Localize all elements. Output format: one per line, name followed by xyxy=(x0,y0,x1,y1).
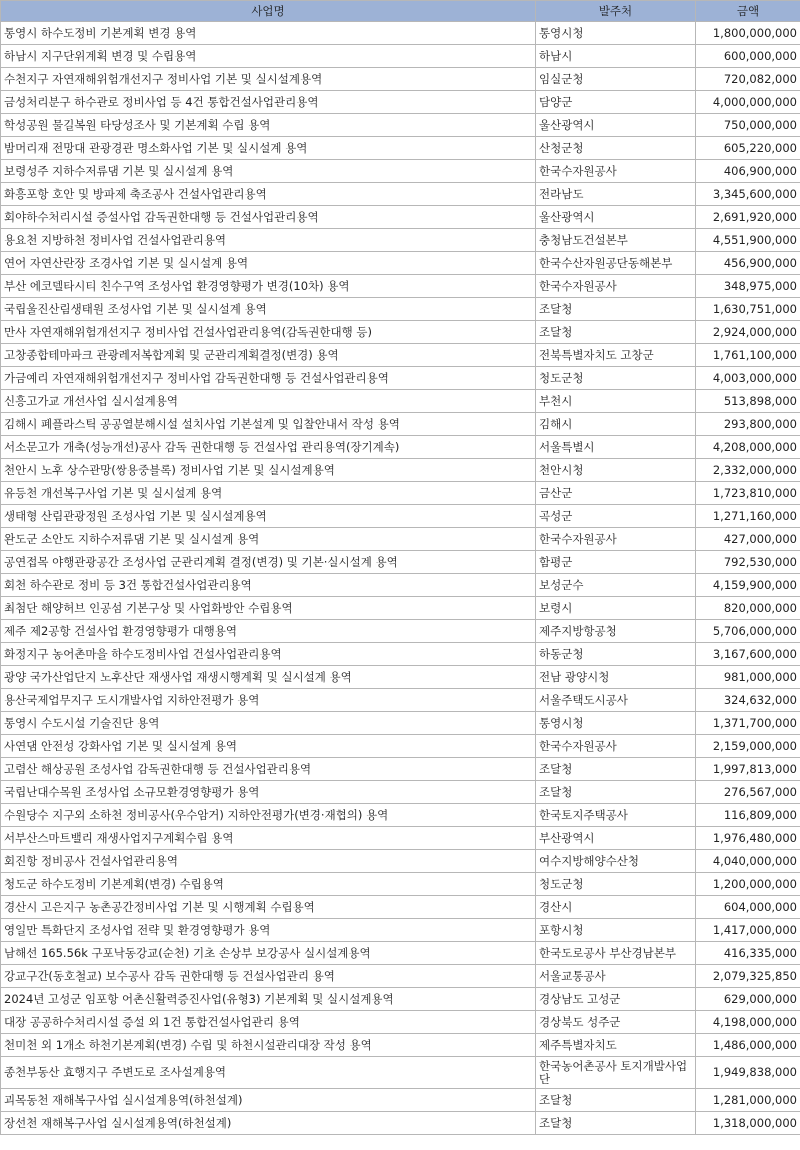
amount-cell: 820,000,000 xyxy=(696,597,800,620)
project-name-cell: 청도군 하수도정비 기본계획(변경) 수립용역 xyxy=(1,873,536,896)
client-cell: 하남시 xyxy=(536,45,696,68)
table-row xyxy=(1,1089,800,1112)
table-row xyxy=(1,597,800,620)
client-cell: 울산광역시 xyxy=(536,206,696,229)
amount-cell: 324,632,000 xyxy=(696,689,800,712)
table-row xyxy=(1,1112,800,1135)
client-cell: 부천시 xyxy=(536,390,696,413)
client-cell: 서울특별시 xyxy=(536,436,696,459)
table-row xyxy=(1,436,800,459)
amount-cell: 5,706,000,000 xyxy=(696,620,800,643)
project-name-cell: 완도군 소안도 지하수저류댐 기본 및 실시설계 용역 xyxy=(1,528,536,551)
table-body xyxy=(1,22,800,1135)
client-cell: 청도군청 xyxy=(536,873,696,896)
client-cell: 산청군청 xyxy=(536,137,696,160)
client-cell: 곡성군 xyxy=(536,505,696,528)
table-row xyxy=(1,850,800,873)
table-row xyxy=(1,160,800,183)
amount-cell: 1,800,000,000 xyxy=(696,22,800,45)
project-name-cell: 통영시 수도시설 기술진단 용역 xyxy=(1,712,536,735)
table-row xyxy=(1,505,800,528)
client-cell: 경상북도 성주군 xyxy=(536,1011,696,1034)
header-row xyxy=(1,1,800,22)
client-cell: 제주특별자치도 xyxy=(536,1034,696,1057)
project-name-cell: 사연댐 안전성 강화사업 기본 및 실시설계 용역 xyxy=(1,735,536,758)
client-cell: 조달청 xyxy=(536,1089,696,1112)
project-name-cell: 하남시 지구단위계획 변경 및 수립용역 xyxy=(1,45,536,68)
table-row xyxy=(1,114,800,137)
client-cell: 담양군 xyxy=(536,91,696,114)
client-cell: 한국수산자원공단동해본부 xyxy=(536,252,696,275)
client-cell: 경산시 xyxy=(536,896,696,919)
project-name-cell: 2024년 고성군 임포항 어촌신활력증진사업(유형3) 기본계획 및 실시설계용역 xyxy=(1,988,536,1011)
table-row xyxy=(1,988,800,1011)
client-cell: 한국농어촌공사 토지개발사업단 xyxy=(536,1057,696,1089)
table-row xyxy=(1,275,800,298)
project-name-cell: 천안시 노후 상수관망(쌍용중블록) 정비사업 기본 및 실시설계용역 xyxy=(1,459,536,482)
project-name-cell: 국립난대수목원 조성사업 소규모환경영향평가 용역 xyxy=(1,781,536,804)
amount-cell: 4,040,000,000 xyxy=(696,850,800,873)
table-row xyxy=(1,620,800,643)
amount-cell: 116,809,000 xyxy=(696,804,800,827)
amount-cell: 792,530,000 xyxy=(696,551,800,574)
project-name-cell: 천미천 외 1개소 하천기본계획(변경) 수립 및 하천시설관리대장 작성 용역 xyxy=(1,1034,536,1057)
project-name-cell: 수원당수 지구외 소하천 정비공사(우수암거) 지하안전평가(변경·재협의) 용역 xyxy=(1,804,536,827)
project-name-cell: 부산 에코델타시티 친수구역 조성사업 환경영향평가 변경(10차) 용역 xyxy=(1,275,536,298)
project-name-cell: 화정지구 농어촌마을 하수도정비사업 건설사업관리용역 xyxy=(1,643,536,666)
amount-cell: 3,167,600,000 xyxy=(696,643,800,666)
client-cell: 통영시청 xyxy=(536,22,696,45)
project-name-cell: 공연접목 야행관광공간 조성사업 군관리계획 결정(변경) 및 기본·실시설계 용역 xyxy=(1,551,536,574)
client-cell: 울산광역시 xyxy=(536,114,696,137)
project-name-cell: 가금예리 자연재해위험개선지구 정비사업 감독권한대행 등 건설사업관리용역 xyxy=(1,367,536,390)
amount-cell: 406,900,000 xyxy=(696,160,800,183)
table-row xyxy=(1,804,800,827)
amount-cell: 2,332,000,000 xyxy=(696,459,800,482)
project-name-cell: 괴목동천 재해복구사업 실시설계용역(하천설계) xyxy=(1,1089,536,1112)
table-row xyxy=(1,781,800,804)
table-row xyxy=(1,1034,800,1057)
project-name-cell: 밤머리재 전망대 관광경관 명소화사업 기본 및 실시설계 용역 xyxy=(1,137,536,160)
client-cell: 임실군청 xyxy=(536,68,696,91)
amount-cell: 456,900,000 xyxy=(696,252,800,275)
client-cell: 제주지방항공청 xyxy=(536,620,696,643)
client-cell: 김해시 xyxy=(536,413,696,436)
amount-cell: 1,200,000,000 xyxy=(696,873,800,896)
client-cell: 청도군청 xyxy=(536,367,696,390)
amount-cell: 276,567,000 xyxy=(696,781,800,804)
table-row xyxy=(1,735,800,758)
amount-cell: 1,417,000,000 xyxy=(696,919,800,942)
project-name-cell: 회천 하수관로 정비 등 3건 통합건설사업관리용역 xyxy=(1,574,536,597)
amount-cell: 4,551,900,000 xyxy=(696,229,800,252)
table-row xyxy=(1,643,800,666)
client-cell: 한국수자원공사 xyxy=(536,160,696,183)
amount-cell: 604,000,000 xyxy=(696,896,800,919)
client-cell: 전북특별자치도 고창군 xyxy=(536,344,696,367)
table-row xyxy=(1,137,800,160)
table-row xyxy=(1,689,800,712)
table-row xyxy=(1,321,800,344)
table-row xyxy=(1,344,800,367)
project-name-cell: 유등천 개선복구사업 기본 및 실시설계 용역 xyxy=(1,482,536,505)
amount-cell: 348,975,000 xyxy=(696,275,800,298)
client-cell: 한국수자원공사 xyxy=(536,528,696,551)
table-row xyxy=(1,896,800,919)
amount-cell: 4,198,000,000 xyxy=(696,1011,800,1034)
amount-cell: 427,000,000 xyxy=(696,528,800,551)
project-name-cell: 국립울진산림생태원 조성사업 기본 및 실시설계 용역 xyxy=(1,298,536,321)
amount-cell: 981,000,000 xyxy=(696,666,800,689)
project-name-cell: 최첨단 해양허브 인공섬 기본구상 및 사업화방안 수립용역 xyxy=(1,597,536,620)
project-name-cell: 금성처리분구 하수관로 정비사업 등 4건 통합건설사업관리용역 xyxy=(1,91,536,114)
amount-cell: 293,800,000 xyxy=(696,413,800,436)
project-name-cell: 만사 자연재해위험개선지구 정비사업 건설사업관리용역(감독권한대행 등) xyxy=(1,321,536,344)
client-cell: 함평군 xyxy=(536,551,696,574)
table-row xyxy=(1,298,800,321)
client-cell: 전라남도 xyxy=(536,183,696,206)
amount-cell: 2,691,920,000 xyxy=(696,206,800,229)
project-name-cell: 보령성주 지하수저류댐 기본 및 실시설계 용역 xyxy=(1,160,536,183)
amount-cell: 1,723,810,000 xyxy=(696,482,800,505)
table-row xyxy=(1,206,800,229)
table-row xyxy=(1,551,800,574)
amount-cell: 2,159,000,000 xyxy=(696,735,800,758)
amount-cell: 1,281,000,000 xyxy=(696,1089,800,1112)
project-name-cell: 광양 국가산업단지 노후산단 재생사업 재생시행계획 및 실시설계 용역 xyxy=(1,666,536,689)
table-row xyxy=(1,229,800,252)
table-row xyxy=(1,1057,800,1089)
project-name-cell: 신흥고가교 개선사업 실시설계용역 xyxy=(1,390,536,413)
amount-cell: 4,000,000,000 xyxy=(696,91,800,114)
amount-cell: 600,000,000 xyxy=(696,45,800,68)
client-cell: 충청남도건설본부 xyxy=(536,229,696,252)
amount-cell: 1,997,813,000 xyxy=(696,758,800,781)
table-row xyxy=(1,942,800,965)
table-row xyxy=(1,1011,800,1034)
client-cell: 여수지방해양수산청 xyxy=(536,850,696,873)
amount-cell: 4,159,900,000 xyxy=(696,574,800,597)
table-row xyxy=(1,574,800,597)
table-row xyxy=(1,666,800,689)
table-row xyxy=(1,183,800,206)
client-cell: 보령시 xyxy=(536,597,696,620)
table-row xyxy=(1,459,800,482)
table-row xyxy=(1,22,800,45)
project-name-cell: 대장 공공하수처리시설 증설 외 1건 통합건설사업관리 용역 xyxy=(1,1011,536,1034)
client-cell: 통영시청 xyxy=(536,712,696,735)
project-name-cell: 강교구간(동호철교) 보수공사 감독 권한대행 등 건설사업관리 용역 xyxy=(1,965,536,988)
table-row xyxy=(1,873,800,896)
table-row xyxy=(1,91,800,114)
project-name-cell: 장선천 재해복구사업 실시설계용역(하천설계) xyxy=(1,1112,536,1135)
table-row xyxy=(1,528,800,551)
client-cell: 전남 광양시청 xyxy=(536,666,696,689)
amount-cell: 4,003,000,000 xyxy=(696,367,800,390)
client-cell: 포항시청 xyxy=(536,919,696,942)
client-cell: 하동군청 xyxy=(536,643,696,666)
table-row xyxy=(1,390,800,413)
amount-cell: 3,345,600,000 xyxy=(696,183,800,206)
amount-cell: 416,335,000 xyxy=(696,942,800,965)
amount-cell: 513,898,000 xyxy=(696,390,800,413)
project-name-cell: 영일만 특화단지 조성사업 전략 및 환경영향평가 용역 xyxy=(1,919,536,942)
amount-cell: 720,082,000 xyxy=(696,68,800,91)
project-name-cell: 용요천 지방하천 정비사업 건설사업관리용역 xyxy=(1,229,536,252)
project-name-cell: 학성공원 물길복원 타당성조사 및 기본계획 수립 용역 xyxy=(1,114,536,137)
amount-cell: 4,208,000,000 xyxy=(696,436,800,459)
table-row xyxy=(1,367,800,390)
client-cell: 조달청 xyxy=(536,321,696,344)
table-row xyxy=(1,482,800,505)
amount-cell: 1,371,700,000 xyxy=(696,712,800,735)
project-name-cell: 회야하수처리시설 증설사업 감독권한대행 등 건설사업관리용역 xyxy=(1,206,536,229)
amount-cell: 1,976,480,000 xyxy=(696,827,800,850)
project-name-cell: 종천부동산 효행지구 주변도로 조사설계용역 xyxy=(1,1057,536,1089)
header-client: 발주처 xyxy=(536,1,696,22)
table-row xyxy=(1,919,800,942)
header-project-name: 사업명 xyxy=(1,1,536,22)
amount-cell: 629,000,000 xyxy=(696,988,800,1011)
amount-cell: 1,486,000,000 xyxy=(696,1034,800,1057)
project-name-cell: 고창종합테마파크 관광레저복합계획 및 군관리계획결정(변경) 용역 xyxy=(1,344,536,367)
amount-cell: 605,220,000 xyxy=(696,137,800,160)
amount-cell: 1,318,000,000 xyxy=(696,1112,800,1135)
project-name-cell: 연어 자연산란장 조경사업 기본 및 실시설계 용역 xyxy=(1,252,536,275)
client-cell: 천안시청 xyxy=(536,459,696,482)
project-name-cell: 통영시 하수도정비 기본계획 변경 용역 xyxy=(1,22,536,45)
project-name-cell: 김해시 폐플라스틱 공공열분해시설 설치사업 기본설계 및 입찰안내서 작성 용역 xyxy=(1,413,536,436)
table-row xyxy=(1,45,800,68)
client-cell: 금산군 xyxy=(536,482,696,505)
project-name-cell: 생태형 산림관광정원 조성사업 기본 및 실시설계용역 xyxy=(1,505,536,528)
client-cell: 서울교통공사 xyxy=(536,965,696,988)
amount-cell: 1,761,100,000 xyxy=(696,344,800,367)
project-name-cell: 서부산스마트밸리 재생사업지구계획수립 용역 xyxy=(1,827,536,850)
project-name-cell: 제주 제2공항 건설사업 환경영향평가 대행용역 xyxy=(1,620,536,643)
table-row xyxy=(1,68,800,91)
project-name-cell: 남해선 165.56k 구포낙동강교(순천) 기초 손상부 보강공사 실시설계용역 xyxy=(1,942,536,965)
client-cell: 한국도로공사 부산경남본부 xyxy=(536,942,696,965)
table-row xyxy=(1,712,800,735)
header-amount: 금액 xyxy=(696,1,800,22)
client-cell: 조달청 xyxy=(536,298,696,321)
client-cell: 보성군수 xyxy=(536,574,696,597)
amount-cell: 2,924,000,000 xyxy=(696,321,800,344)
client-cell: 조달청 xyxy=(536,1112,696,1135)
client-cell: 경상남도 고성군 xyxy=(536,988,696,1011)
table-row xyxy=(1,413,800,436)
client-cell: 부산광역시 xyxy=(536,827,696,850)
table-row xyxy=(1,252,800,275)
amount-cell: 1,271,160,000 xyxy=(696,505,800,528)
amount-cell: 2,079,325,850 xyxy=(696,965,800,988)
client-cell: 조달청 xyxy=(536,758,696,781)
amount-cell: 1,949,838,000 xyxy=(696,1057,800,1089)
project-name-cell: 서소문고가 개축(성능개선)공사 감독 권한대행 등 건설사업 관리용역(장기계속) xyxy=(1,436,536,459)
table-row xyxy=(1,827,800,850)
client-cell: 한국토지주택공사 xyxy=(536,804,696,827)
client-cell: 한국수자원공사 xyxy=(536,275,696,298)
amount-cell: 750,000,000 xyxy=(696,114,800,137)
table-row xyxy=(1,758,800,781)
project-name-cell: 경산시 고은지구 농촌공간정비사업 기본 및 시행계획 수립용역 xyxy=(1,896,536,919)
project-name-cell: 수천지구 자연재해위험개선지구 정비사업 기본 및 실시설계용역 xyxy=(1,68,536,91)
table-row xyxy=(1,965,800,988)
amount-cell: 1,630,751,000 xyxy=(696,298,800,321)
project-name-cell: 용산국제업무지구 도시개발사업 지하안전평가 용역 xyxy=(1,689,536,712)
client-cell: 한국수자원공사 xyxy=(536,735,696,758)
client-cell: 조달청 xyxy=(536,781,696,804)
project-name-cell: 화흥포항 호안 및 방파제 축조공사 건설사업관리용역 xyxy=(1,183,536,206)
client-cell: 서울주택도시공사 xyxy=(536,689,696,712)
project-name-cell: 회진항 정비공사 건설사업관리용역 xyxy=(1,850,536,873)
project-name-cell: 고렴산 해상공원 조성사업 감독권한대행 등 건설사업관리용역 xyxy=(1,758,536,781)
